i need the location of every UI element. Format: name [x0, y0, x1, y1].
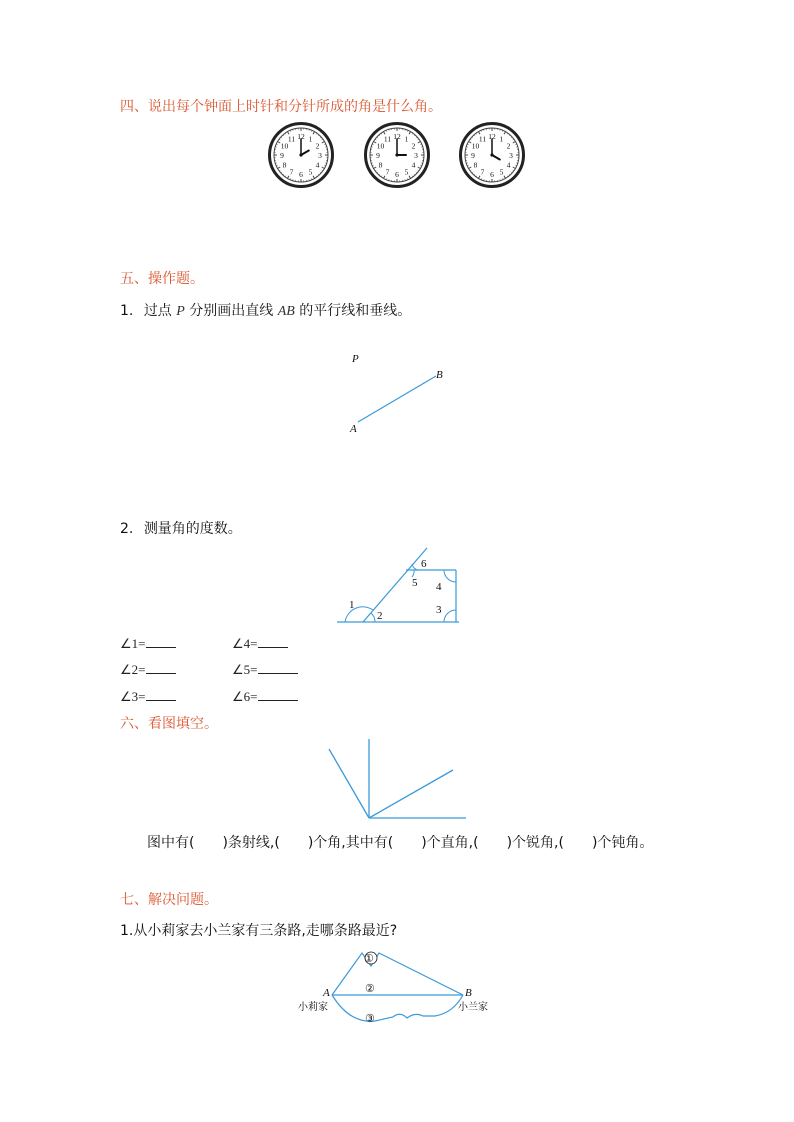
angle-2-arc [371, 613, 375, 622]
clock-number: 8 [378, 160, 383, 170]
angle-6-label: 6 [421, 558, 427, 570]
answer-blank[interactable] [258, 687, 298, 701]
clock-number: 9 [376, 151, 380, 160]
ray-obtuse [329, 749, 369, 818]
question-text-mid: 分别画出直线 [189, 303, 274, 319]
angle-3-arc [444, 610, 456, 622]
answer-blank[interactable] [258, 660, 298, 674]
question-text: 测量角的度数。 [143, 521, 242, 537]
point-p-ref: P [176, 304, 185, 319]
answer-blank[interactable] [146, 660, 176, 674]
answer-angle-2 [120, 660, 176, 678]
xiaolan-home-label: 小兰家 [458, 1002, 488, 1013]
section-7-title: 七、解决问题。 [120, 892, 218, 908]
clock-number: 1 [308, 134, 313, 144]
clock-number: 2 [506, 141, 511, 151]
question-5-1 [120, 300, 411, 320]
clock-number: 8 [473, 160, 478, 170]
clock-center-pin [490, 153, 493, 156]
question-7-1: 1.从小莉家去小兰家有三条路,走哪条路最近? [120, 923, 398, 939]
clock-number: 6 [395, 170, 399, 179]
route-map [295, 948, 500, 1028]
route-1-label: ① [364, 952, 374, 965]
clock-number: 10 [376, 141, 385, 151]
clock-number: 1 [499, 134, 504, 144]
angle-5-label: 5 [412, 577, 418, 589]
clock-number: 12 [488, 132, 496, 141]
clock-number: 4 [506, 160, 511, 170]
angle-4-label: 4 [436, 581, 442, 593]
answer-blank[interactable] [258, 634, 288, 648]
answer-blank[interactable] [146, 634, 176, 648]
clock-face-1 [268, 122, 334, 188]
clocks-row [268, 122, 530, 188]
answer-label: ∠6= [232, 689, 258, 704]
answer-blank[interactable] [146, 687, 176, 701]
question-number: 1. [120, 303, 134, 319]
clock-number: 4 [315, 160, 320, 170]
clock-number: 7 [480, 167, 485, 177]
point-a-label: A [350, 423, 357, 435]
clock-number: 10 [280, 141, 289, 151]
angle-4-arc [444, 570, 456, 582]
point-b-label: B [465, 987, 472, 999]
route-1 [332, 953, 463, 995]
answer-label: ∠1= [120, 636, 146, 651]
answer-label: ∠2= [120, 662, 146, 677]
angle-1-label: 1 [349, 599, 355, 611]
clock-number: 11 [478, 134, 487, 144]
clock-center-pin [395, 153, 398, 156]
answer-label: ∠5= [232, 662, 258, 677]
angle-5-arc [412, 570, 414, 577]
line-ab-figure [340, 350, 460, 440]
point-a-label: A [323, 987, 330, 999]
clock-number: 8 [282, 160, 287, 170]
angle-3-label: 3 [436, 604, 442, 616]
route-3-label: ③ [365, 1012, 375, 1025]
clock-number: 12 [393, 132, 401, 141]
question-text-pre: 过点 [143, 303, 172, 319]
clock-number: 4 [411, 160, 416, 170]
line-ab-ref: AB [277, 304, 295, 319]
clock-number: 1 [404, 134, 409, 144]
section-5-title: 五、操作题。 [120, 271, 204, 287]
clock-number: 11 [383, 134, 392, 144]
clock-number: 2 [411, 141, 416, 151]
clock-number: 3 [509, 151, 513, 160]
answer-label: ∠4= [232, 636, 258, 651]
clock-number: 3 [414, 151, 418, 160]
clock-number: 12 [297, 132, 305, 141]
answer-angle-5 [232, 660, 298, 678]
section-4-title: 四、说出每个钟面上时针和分针所成的角是什么角。 [120, 99, 442, 115]
question-5-2 [120, 518, 242, 538]
question-text-post: 的平行线和垂线。 [299, 303, 412, 319]
clock-number: 7 [385, 167, 390, 177]
clock-face-3 [459, 122, 525, 188]
point-p-label: P [352, 353, 359, 365]
answer-label: ∠3= [120, 689, 146, 704]
clock-number: 5 [499, 167, 504, 177]
clock-number: 9 [471, 151, 475, 160]
clock-number: 7 [289, 167, 294, 177]
clock-number: 2 [315, 141, 320, 151]
answer-angle-6 [232, 687, 298, 705]
question-number: 2. [120, 521, 134, 537]
route-3 [332, 995, 463, 1021]
answer-angle-1 [120, 634, 176, 652]
point-b-label: B [436, 369, 443, 381]
clock-number: 5 [308, 167, 313, 177]
fill-in-sentence: 图中有( )条射线,( )个角,其中有( )个直角,( )个锐角,( )个钝角。 [147, 835, 654, 851]
clock-number: 5 [404, 167, 409, 177]
clock-number: 11 [287, 134, 296, 144]
line-ab [358, 376, 436, 422]
section-6-title: 六、看图填空。 [120, 716, 218, 732]
rays-figure [325, 738, 470, 823]
xiaoli-home-label: 小莉家 [298, 1002, 328, 1013]
route-2-label: ② [365, 982, 375, 995]
answer-angle-4 [232, 634, 288, 652]
clock-number: 9 [280, 151, 284, 160]
clock-number: 3 [318, 151, 322, 160]
clock-face-2 [364, 122, 430, 188]
clock-number: 6 [490, 170, 494, 179]
answer-angle-3 [120, 687, 176, 705]
ray-acute [369, 770, 453, 818]
clock-center-pin [299, 153, 302, 156]
clock-number: 10 [471, 141, 480, 151]
angle-2-label: 2 [377, 610, 383, 622]
angle-figure [335, 545, 465, 630]
clock-number: 6 [299, 170, 303, 179]
